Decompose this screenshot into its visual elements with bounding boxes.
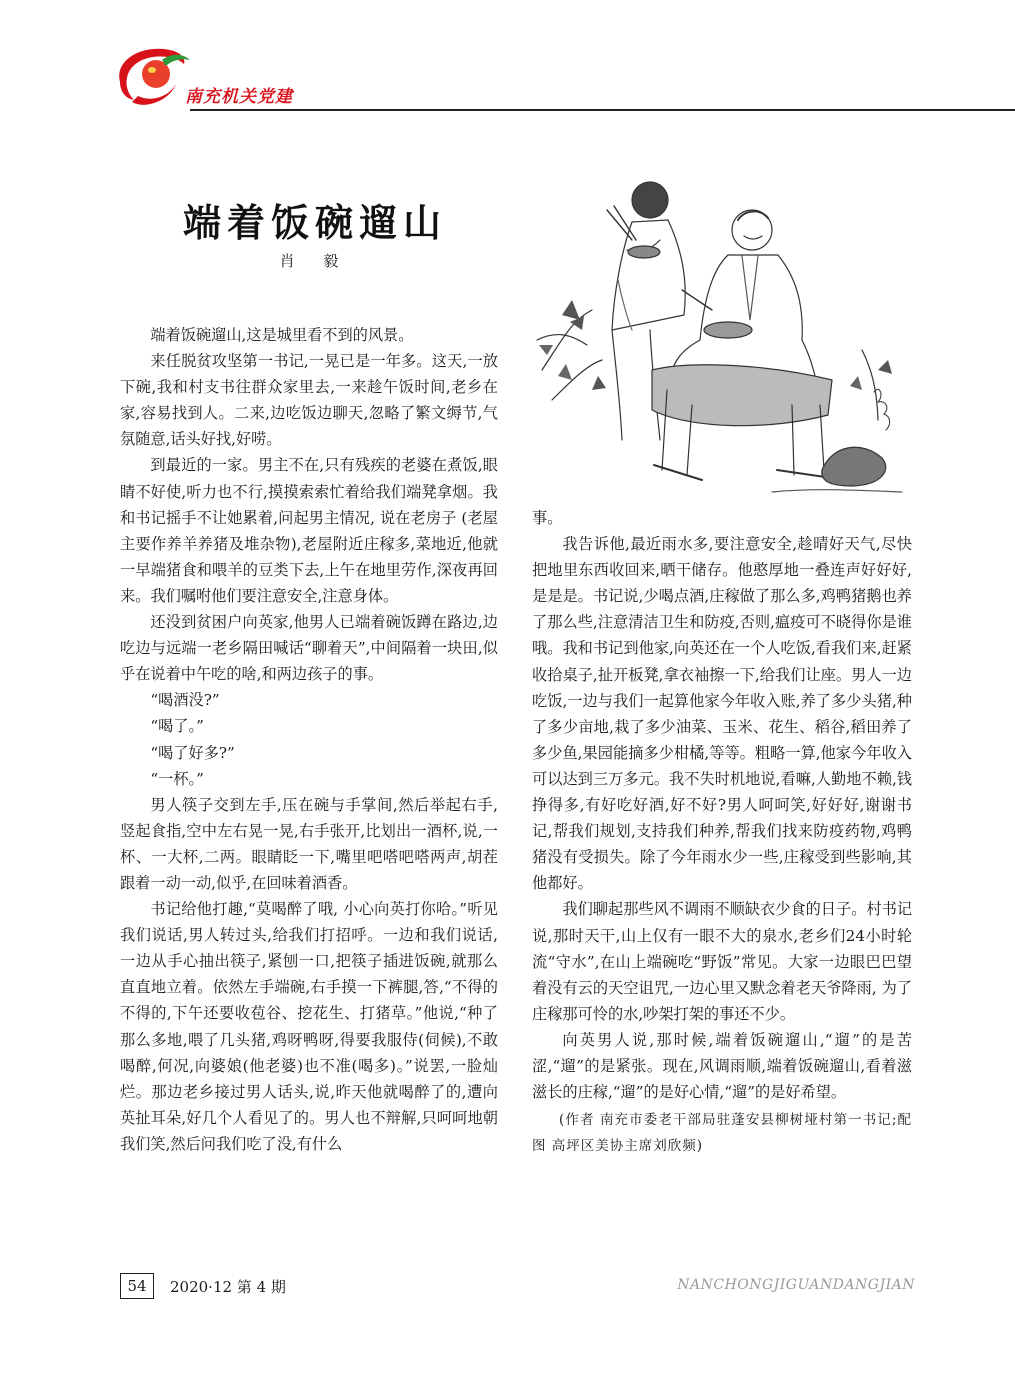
paragraph-continuation: 事。	[532, 509, 563, 527]
magazine-logo-icon	[112, 40, 192, 112]
dialogue-line: “喝了好多?”	[150, 743, 235, 762]
article-title: 端着饭碗遛山	[182, 200, 447, 245]
magazine-name-english: NANCHONGJIGUANDANGJIAN	[677, 1277, 915, 1293]
paragraph: 我告诉他,最近雨水多,要注意安全,趁晴好天气,尽快把地里东西收回来,晒干储存。他憨厚地一叠连声好好好,是是是。书记说,少喝点酒,庄稼做了那么多,鸡鸭猪鹅也养了那么些,注意清洁卫生和防疫,否则,瘟疫可不晓得你是谁哦。我和书记到他家,向英还在一个人吃饭,看我们来,赶紧收拾桌子,扯开板凳,拿衣袖擦一下,给我们让座。男人一边吃饭,一边与我们一起算他家今年收入账,养了多少头猪,种了多少亩地,栽了多少油菜、玉米、花生、稻谷,稻田养了多少鱼,果园能摘多少柑橘,等等。粗略一算,他家今年收入可以达到三万多元。我不失时机地说,看嘛,人勤地不赖,钱挣得多,有好吃好酒,好不好?男人呵呵笑,好好好,谢谢书记,帮我们规划,支持我们种养,帮我们找来防疫药物,鸡鸭猪没有受损失。除了今年雨水少一些,庄稼受到些影响,其他都好。	[532, 535, 912, 893]
article-column-right	[532, 505, 912, 1159]
header-divider	[190, 109, 1015, 111]
author-note: (作者 南充市委老干部局驻蓬安县柳树垭村第一书记;配图 高坪区美协主席刘欣频)	[532, 1112, 912, 1155]
paragraph: 书记给他打趣,“莫喝醉了哦, 小心向英打你哈。”听见我们说话,男人转过头,给我们打招呼。一边和我们说话,一边从手心抽出筷子,紧刨一口,把筷子插进饭碗,就那么直直地立着。依然左手端碗,右手摸一下裤腿,答,“不得的不得的,下午还要收苞谷、挖花生、打猪草。”他说,“种了那么多地,喂了几头猪,鸡呀鸭呀,得要我服侍(伺候),不敢喝醉,何况,向婆娘(他老婆)也不准(喝多)。”说罢,一脸灿烂。那边老乡接过男人话头,说,昨天他就喝醉了的,遭向英扯耳朵,好几个人看见了的。男人也不辩解,只呵呵地朝我们笑,然后问我们吃了没,有什么	[120, 900, 498, 1153]
paragraph: 男人筷子交到左手,压在碗与手掌间,然后举起右手,竖起食指,空中左右晃一晃,右手张开,比划出一酒杯,说,一杯、一大杯,二两。眼睛眨一下,嘴里吧嗒吧嗒两声,胡茬跟着一动一动,似乎,在回味着酒香。	[120, 795, 498, 892]
dialogue-line: “一杯。”	[150, 769, 204, 788]
paragraph: 来任脱贫攻坚第一书记,一晃已是一年多。这天,一放下碗,我和村支书往群众家里去,一来趁午饭时间,老乡在家,容易找到人。二来,边吃饭边聊天,忽略了繁文缛节,气氛随意,话头好找,好唠。	[120, 352, 498, 449]
page-footer	[120, 1273, 915, 1303]
page-header	[0, 0, 1015, 130]
paragraph: 端着饭碗遛山,这是城里看不到的风景。	[150, 326, 414, 344]
article-author: 肖 毅	[279, 252, 351, 270]
paragraph: 到最近的一家。男主不在,只有残疾的老婆在煮饭,眼睛不好使,听力也不行,摸摸索索忙着给我们端凳拿烟。我和书记摇手不让她累着,问起男主情况, 说在老房子 (老屋主要作养羊养猪及堆杂物),老屋附近庄稼多,菜地近,他就一早端猪食和喂羊的豆类下去,上午在地里劳作,深夜再回来。我们嘱咐他们要注意安全,注意身体。	[120, 456, 498, 605]
magazine-brand-name: 南充机关党建	[185, 87, 293, 107]
dialogue-line: “喝酒没?”	[150, 691, 220, 710]
pencil-sketch-illustration	[532, 140, 914, 505]
dialogue-line: “喝了。”	[150, 717, 204, 736]
paragraph: 我们聊起那些风不调雨不顺缺衣少食的日子。村书记说,那时天干,山上仅有一眼不大的泉水,老乡们24小时轮流“守水”,在山上端碗吃“野饭”常见。大家一边眼巴巴望着没有云的天空诅咒,一边心里又默念着老天爷降雨, 为了庄稼那可怜的水,吵架打架的事还不少。	[532, 900, 912, 1023]
page-number: 54	[120, 1273, 154, 1299]
article-column-left	[120, 322, 498, 1157]
paragraph: 向英男人说,那时候,端着饭碗遛山,“遛”的是苦涩,“遛”的是紧张。现在,风调雨顺,端着饭碗遛山,看着滋滋长的庄稼,“遛”的是好心情,“遛”的是好希望。	[532, 1030, 912, 1102]
issue-info: 2020·12 第 4 期	[170, 1278, 286, 1296]
paragraph: 还没到贫困户向英家,他男人已端着碗饭蹲在路边,边吃边与远端一老乡隔田喊话“聊着天”,中间隔着一块田,似乎在说着中午吃的啥,和两边孩子的事。	[120, 613, 498, 684]
